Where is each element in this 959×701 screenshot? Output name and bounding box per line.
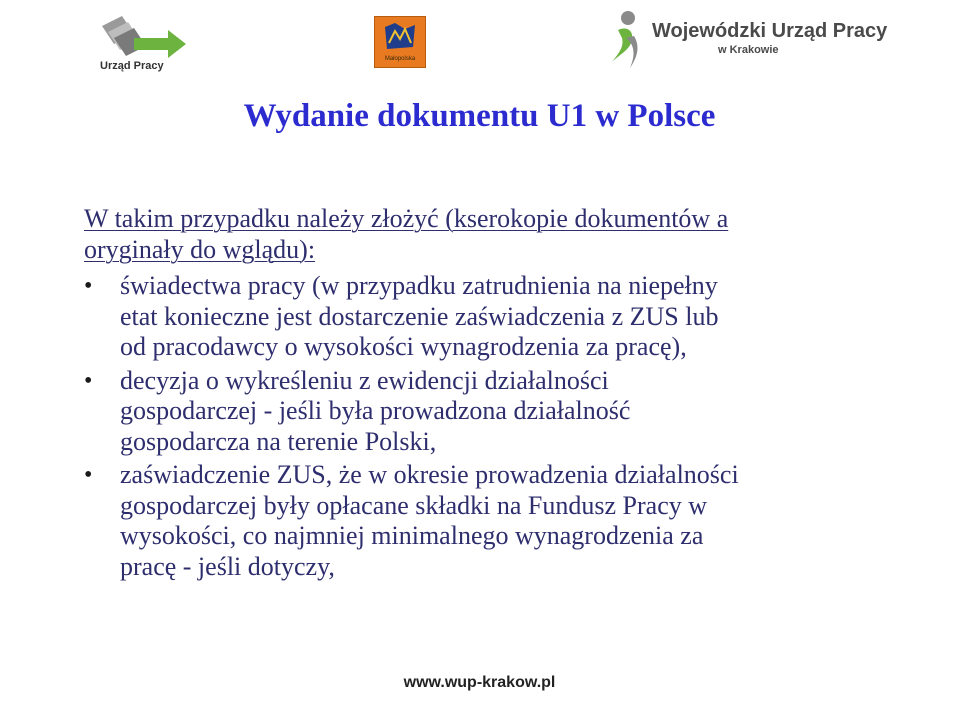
malopolska-logo	[374, 16, 426, 68]
list-item-line: świadectwa pracy (w przypadku zatrudnienia na niepełny	[120, 271, 718, 300]
list-item	[84, 366, 904, 458]
slide-title: Wydanie dokumentu U1 w Polsce	[243, 98, 716, 134]
urzad-pracy-logo	[94, 12, 196, 74]
bullet-icon: •	[84, 367, 93, 394]
list-item-line: pracę - jeśli dotyczy,	[120, 551, 335, 581]
bullet-icon: •	[84, 462, 93, 488]
urzad-pracy-logo-text: Urząd Pracy	[100, 60, 164, 72]
list-item-line: gospodarczej były opłacane składki na Fundusz Pracy w	[120, 490, 708, 520]
list-item-line: wysokości, co najmniej minimalnego wynagrodzenia za	[120, 521, 704, 550]
list-item-line: od pracodawcy o wysokości wynagrodzenia za pracę),	[120, 332, 687, 361]
wup-logo-subtitle: w Krakowie	[718, 44, 779, 56]
header	[0, 0, 959, 85]
wup-krakow-logo	[600, 8, 900, 78]
footer-url[interactable]: www.wup-krakow.pl	[403, 674, 556, 691]
list-item-line: decyzja o wykreśleniu z ewidencji działalności	[120, 365, 609, 395]
list-item-line: gospodarcza na terenie Polski,	[120, 426, 437, 456]
bullet-icon: •	[84, 273, 93, 299]
intro-text	[84, 204, 904, 265]
list-item	[84, 460, 904, 582]
wup-figure-icon	[600, 8, 650, 74]
list-item	[84, 271, 904, 363]
wup-logo-title: Wojewódzki Urząd Pracy	[652, 20, 888, 42]
list-item-line: zaświadczenie ZUS, że w okresie prowadzenia działalności	[120, 460, 739, 489]
urzad-pracy-logo-icon	[94, 12, 196, 62]
list-item-line: gospodarczej - jeśli była prowadzona działalność	[120, 396, 631, 425]
malopolska-logo-text: Małopolska	[384, 56, 416, 62]
intro-line: W takim przypadku należy złożyć (kserokopie dokumentów a	[84, 204, 729, 233]
slide-content	[84, 204, 904, 585]
malopolska-logo-icon	[375, 17, 425, 55]
intro-line: oryginały do wglądu):	[84, 234, 316, 264]
requirements-list	[84, 271, 904, 582]
list-item-line: etat konieczne jest dostarczenie zaświadczenia z ZUS lub	[120, 301, 719, 331]
